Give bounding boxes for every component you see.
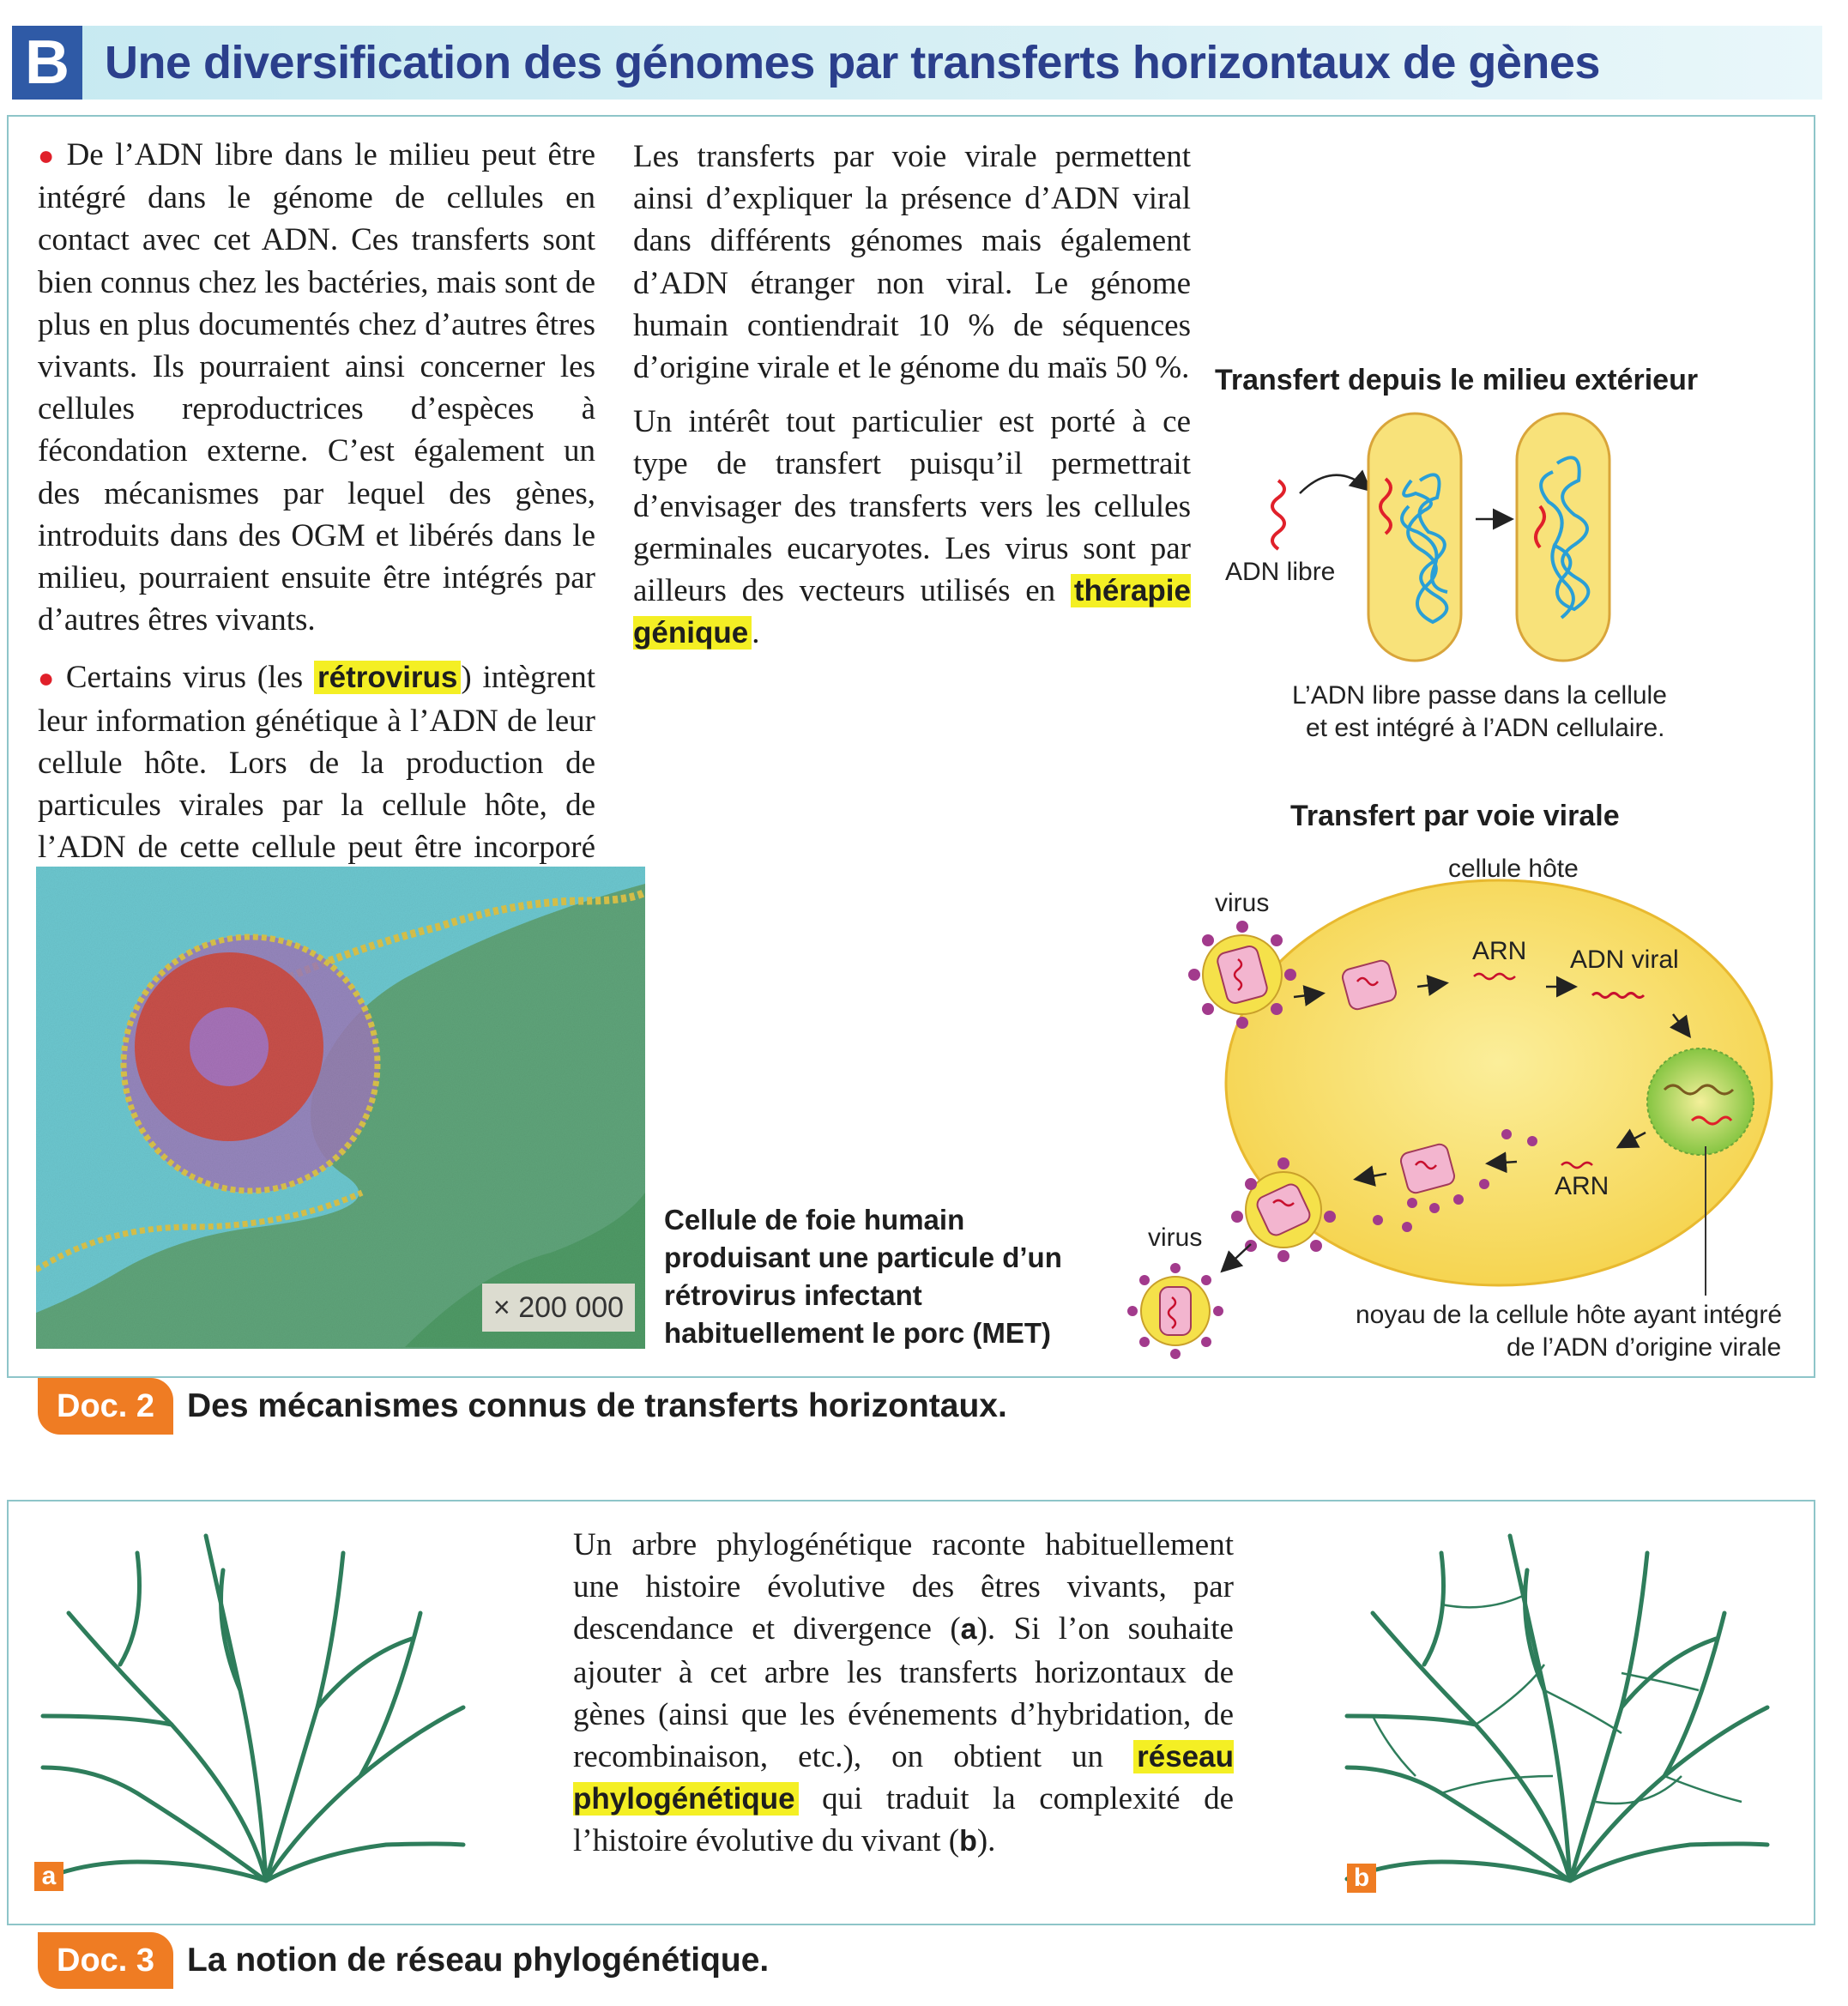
free-dna-strand [1272,480,1284,549]
bacterium-before [1368,414,1461,661]
virus-particle-core [190,1007,269,1086]
label-arn-top: ARN [1472,937,1527,965]
virus-entering [1188,921,1296,1029]
paragraph-retrovirus: ● Certains virus (les rétrovirus ) intègrent leur information génétique à l’ADN de leur cellule hôte. Lors de la production de particules virales par la cellule hôte, de l’ADN de cette cellule peut être incorporé [38,660,596,866]
bullet-icon: ● [38,662,57,694]
paragraph-free-dna: ● De l’ADN libre dans le milieu peut être intégré dans le génome de cellules en contact avec cet ADN. Ces transferts sont bien connus chez les bactéries, mais sont de plus en plus documentés chez d’autres êtres vivants. Ils pourraient ainsi concerner les cellules reproductrices d’espèces à fécondation externe. C’est également un des mécanismes par lequel des gènes, introduits dans des OGM et libérés dans le milieu, pourraient ensuite être intégrés par d’autres êtres vivants. [38,137,595,638]
diagram1-caption-line1: L’ADN libre passe dans la cellule [1292,681,1667,710]
bacterium-after [1517,414,1609,661]
doc2-badge: Doc. 2 [38,1378,173,1435]
arrow-8 [1223,1244,1251,1270]
diagram2-title: Transfert par voie virale [1290,800,1620,832]
diagram1-caption-line2: et est intégré à l’ADN cellulaire. [1306,714,1665,742]
label-nucleus-line1: noyau de la cellule hôte ayant intégré [1356,1301,1783,1329]
paragraph-viral-transfer: Les transferts par voie virale permettent ainsi d’expliquer la présence d’ADN viral dans différents génomes mais également d’ADN étranger non viral. Le génome humain contiendrait 10 % de séquences d’origine virale et le génome du maïs 50 %. [633,139,1191,386]
label-viral-dna: ADN viral [1570,946,1679,974]
doc3-text: Un arbre phylogénétique raconte habituellement une histoire évolutive des êtres vivants, par descendance et divergence (a). Si l’on souhaite ajouter à cet arbre les transferts horizontaux de gènes (ainsi que les événements d’hybridation, de recombinaison, etc.), on obtient un réseau phylogénétique qui traduit la complexité de l’histoire évolutive du vivant (b). [573,1527,1234,1859]
doc2-text-column-2 [633,136,1191,831]
section-badge: B [12,26,82,100]
keyword-retrovirus[interactable]: rétrovirus [314,661,461,694]
scale-label: × 200 000 [482,1284,635,1332]
ref-a: a [960,1613,977,1646]
doc2-title: Des mécanismes connus de transferts horizontaux. [187,1387,1007,1424]
label-arn-bottom: ARN [1555,1172,1609,1200]
keyword-phylogenetic-network[interactable]: réseau phylogénétique [573,1740,1234,1816]
diagram1-title: Transfert depuis le milieu extérieur [1215,364,1699,396]
micrograph-caption: Cellule de foie humain produisant une particule d’un rétrovirus infectant habituellement le porc (MET) [664,1204,1062,1349]
phylogenetic-network-b [1338,1519,1785,1896]
ref-b: b [959,1825,977,1858]
paragraph-interest: Un intérêt tout particulier est porté à ce type de transfert puisqu’il permettrait d’envisager des transferts vers les cellules germinales eucaryotes. Les virus sont par ailleurs des vecteurs utilisés en thérapie génique . [633,404,1191,651]
label-nucleus-line2: de l’ADN d’origine virale [1507,1333,1782,1362]
host-nucleus [1647,1048,1754,1155]
retrovirus-micrograph [36,867,645,1349]
doc3-badge: Doc. 3 [38,1932,173,1989]
free-dna-transfer-diagram [1210,403,1639,669]
keyword-gene-therapy[interactable]: thérapie génique [633,574,1191,650]
letter-a-badge: a [34,1862,63,1891]
letter-b-badge: b [1347,1864,1376,1893]
label-virus-bottom: virus [1148,1224,1203,1252]
label-free-dna: ADN libre [1225,558,1336,586]
section-title: Une diversification des génomes par transferts horizontaux de gènes [105,37,1600,88]
doc2-text-column-1 [38,134,596,866]
viral-transfer-diagram [1115,849,1802,1364]
bullet-icon: ● [38,140,58,171]
label-virus-top: virus [1215,889,1270,917]
doc3-title: La notion de réseau phylogénétique. [187,1942,770,1979]
arrow-to-cell [1300,475,1368,493]
virus-released [1127,1263,1223,1359]
phylogenetic-tree-a [34,1519,480,1896]
label-host-cell: cellule hôte [1448,855,1579,883]
